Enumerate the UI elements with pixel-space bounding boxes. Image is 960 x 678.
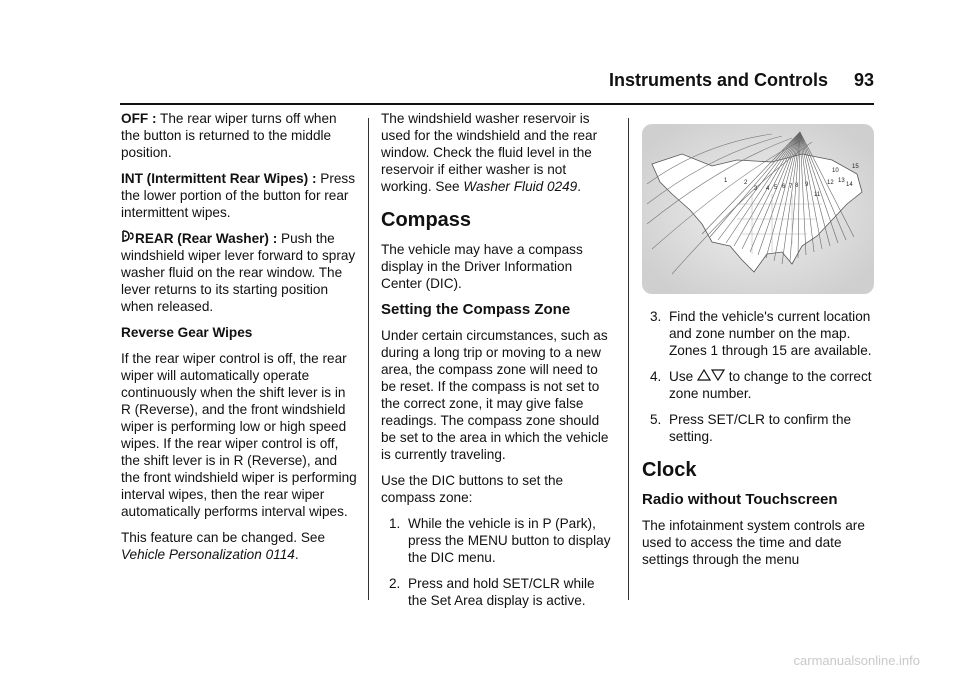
zone-label: 6 <box>782 184 786 190</box>
zone-label: 11 <box>814 192 821 198</box>
list-item: 3. Find the vehicle's current location and zone number on the map. Zones 1 through 15 are available. <box>650 309 872 358</box>
zone-label: 9 <box>805 182 809 188</box>
list-item: 1. While the vehicle is in P (Park), press the MENU button to display the DIC menu. <box>389 516 611 565</box>
page-header <box>609 70 874 91</box>
zone-label: 5 <box>774 185 778 191</box>
setting-paragraph: Under certain circumstances, such as during a long trip or moving to a new area, the compass zone will need to be reset. If the compass is not set to the correct zone, it may give false readings. The compass zone should be set to the area in which the vehicle is currently traveling. <box>381 328 609 462</box>
link-washer-fluid[interactable]: Washer Fluid <box>463 179 544 194</box>
zone-label: 14 <box>846 182 853 188</box>
reverse-heading: Reverse Gear Wipes <box>121 325 253 340</box>
radio-heading: Radio without Touchscreen <box>642 491 838 508</box>
section-title: Instruments and Controls <box>608 70 828 90</box>
zone-label: 10 <box>832 168 839 174</box>
list-item: 4. Use to change to the correct zone number. <box>650 369 872 401</box>
zone-label: 8 <box>795 183 799 189</box>
page-ref-number: 114 <box>273 547 295 562</box>
column-divider <box>368 118 369 600</box>
page-number: 93 <box>853 70 874 90</box>
column-1 <box>121 110 357 572</box>
feature-paragraph: This feature can be changed. See Vehicle Personalization 0114. <box>121 530 326 562</box>
int-paragraph: INT (Intermittent Rear Wipes) : Press the lower portion of the button for rear intermittent wipes. <box>121 171 356 220</box>
steps-list-2 <box>642 308 874 445</box>
column-3 <box>642 110 874 577</box>
zone-label: 7 <box>789 184 793 190</box>
zone-label: 3 <box>754 186 758 192</box>
compass-paragraph: The vehicle may have a compass display in the Driver Information Center (DIC). <box>381 242 583 291</box>
compass-zone-map <box>642 124 874 294</box>
watermark: carmanualsonline.info <box>793 653 920 668</box>
steps-list-1 <box>381 515 613 609</box>
setting-heading: Setting the Compass Zone <box>381 301 571 318</box>
page-ref-symbol: 0 <box>265 547 274 562</box>
zone-label: 13 <box>838 178 845 184</box>
column-divider <box>628 118 629 600</box>
rear-washer-paragraph: REAR (Rear Washer) : Push the windshield wiper lever forward to spray washer fluid on the rear window. The lever returns to its starting position when released. <box>121 231 356 314</box>
list-item: 5. Press SET/CLR to confirm the setting. <box>650 412 852 444</box>
washer-paragraph: The windshield washer reservoir is used for the windshield and the rear window. Check the fluid level in the reservoir if either washer is not working. See Washer Fluid 0249. <box>381 111 598 194</box>
zone-label: 2 <box>744 180 748 186</box>
zone-label: 12 <box>827 180 834 186</box>
zone-label: 1 <box>724 178 728 184</box>
zone-label: 15 <box>852 164 859 170</box>
list-item: 2. Press and hold SET/CLR while the Set Area display is active. <box>389 576 595 608</box>
use-dic-paragraph: Use the DIC buttons to set the compass zone: <box>381 473 564 505</box>
down-arrow-icon <box>711 368 725 385</box>
reverse-paragraph: If the rear wiper control is off, the rear wiper will automatically operate continuously when the shift lever is in R (Reverse), and the front windshield wiper is performing low or high speed wipes. If the rear wiper control is off, the shift lever is in R (Reverse), and the front windshield wiper is performing interval wipes, then the rear wiper automatically performs interval wipes. <box>121 351 357 519</box>
clock-heading: Clock <box>642 459 697 481</box>
radio-paragraph: The infotainment system controls are used to access the time and date settings through the menu <box>642 518 865 567</box>
off-paragraph: OFF : The rear wiper turns off when the button is returned to the middle position. <box>121 111 337 160</box>
header-rule <box>120 103 874 105</box>
rear-washer-icon <box>121 230 135 247</box>
link-vehicle-personalization[interactable]: Vehicle Personalization <box>121 547 262 562</box>
column-2 <box>381 110 613 618</box>
zone-label: 4 <box>766 186 770 192</box>
compass-heading: Compass <box>381 209 472 231</box>
up-arrow-icon <box>697 368 711 385</box>
